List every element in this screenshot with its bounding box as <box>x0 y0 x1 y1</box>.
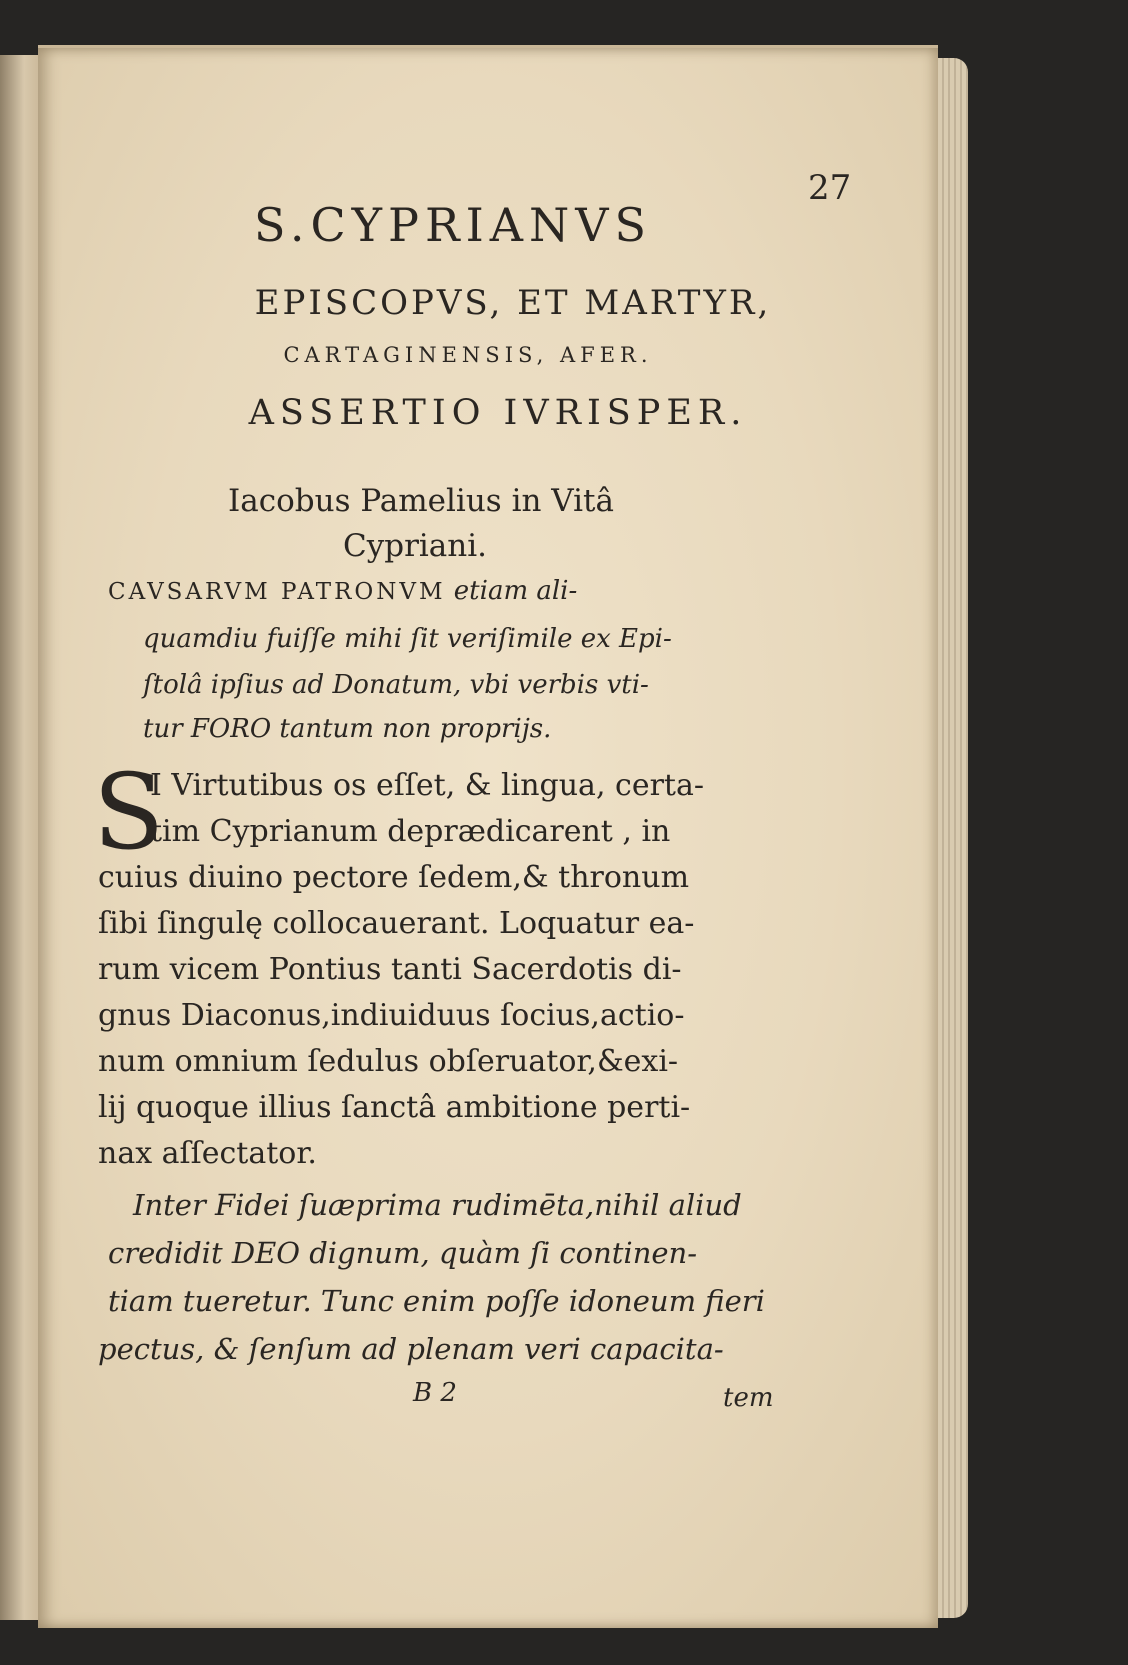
intro-line-3: ſtolâ ipſius ad Donatum, vbi verbis vti- <box>143 670 649 700</box>
drop-cap: S <box>93 751 165 873</box>
intro-line-2: quamdiu fuiſſe mihi ſit veriſimile ex Epi- <box>143 624 672 654</box>
page-number: 27 <box>808 168 852 208</box>
attribution-line-1: Iacobus Pamelius in Vitâ <box>228 483 615 519</box>
para2-line: pectus, & ſenſum ad plenam veri capacita- <box>98 1332 724 1366</box>
book-page <box>38 45 938 1628</box>
body-line: ſibi ſingulę collocauerant. Loquatur ea- <box>98 906 695 941</box>
intro-line-1-rest: etiam ali- <box>453 576 578 606</box>
body-line: nax aſſectator. <box>98 1136 317 1171</box>
body-line: I Virtutibus os eſſet, & lingua, certa- <box>150 768 704 803</box>
left-page-edge <box>0 55 42 1620</box>
para2-line: Inter Fidei ſuæprima rudimēta,nihil aliud <box>133 1188 742 1222</box>
body-line: tim Cyprianum deprædicarent , in <box>150 814 671 849</box>
title-line-2: EPISCOPVS, ET MARTYR, <box>254 283 772 323</box>
body-line: num omnium ſedulus obſeruator,&exi- <box>98 1044 679 1079</box>
title-line-3: CARTAGINENSIS, AFER. <box>283 343 653 367</box>
catchword: tem <box>723 1383 774 1413</box>
signature-mark: B 2 <box>413 1378 457 1408</box>
title-line-4: ASSERTIO IVRISPER. <box>248 393 748 433</box>
para2-line: credidit DEO dignum, quàm ſi continen- <box>108 1236 698 1270</box>
intro-caps: CAVSARVM PATRONVM <box>108 579 446 605</box>
attribution-line-2: Cypriani. <box>343 528 488 564</box>
body-line: rum vicem Pontius tanti Sacerdotis di- <box>98 952 682 987</box>
intro-line-4: tur FORO tantum non proprijs. <box>143 714 552 744</box>
para2-line: tiam tueretur. Tunc enim poſſe idoneum fieri <box>108 1284 765 1318</box>
title-line-1: S.CYPRIANVS <box>253 198 653 252</box>
intro-line-1 <box>108 576 577 606</box>
body-line: cuius diuino pectore ſedem,& thronum <box>98 860 690 895</box>
body-line: gnus Diaconus,indiuiduus ſocius,actio- <box>98 998 685 1033</box>
body-line: lij quoque illius ſanctâ ambitione perti- <box>98 1090 691 1125</box>
